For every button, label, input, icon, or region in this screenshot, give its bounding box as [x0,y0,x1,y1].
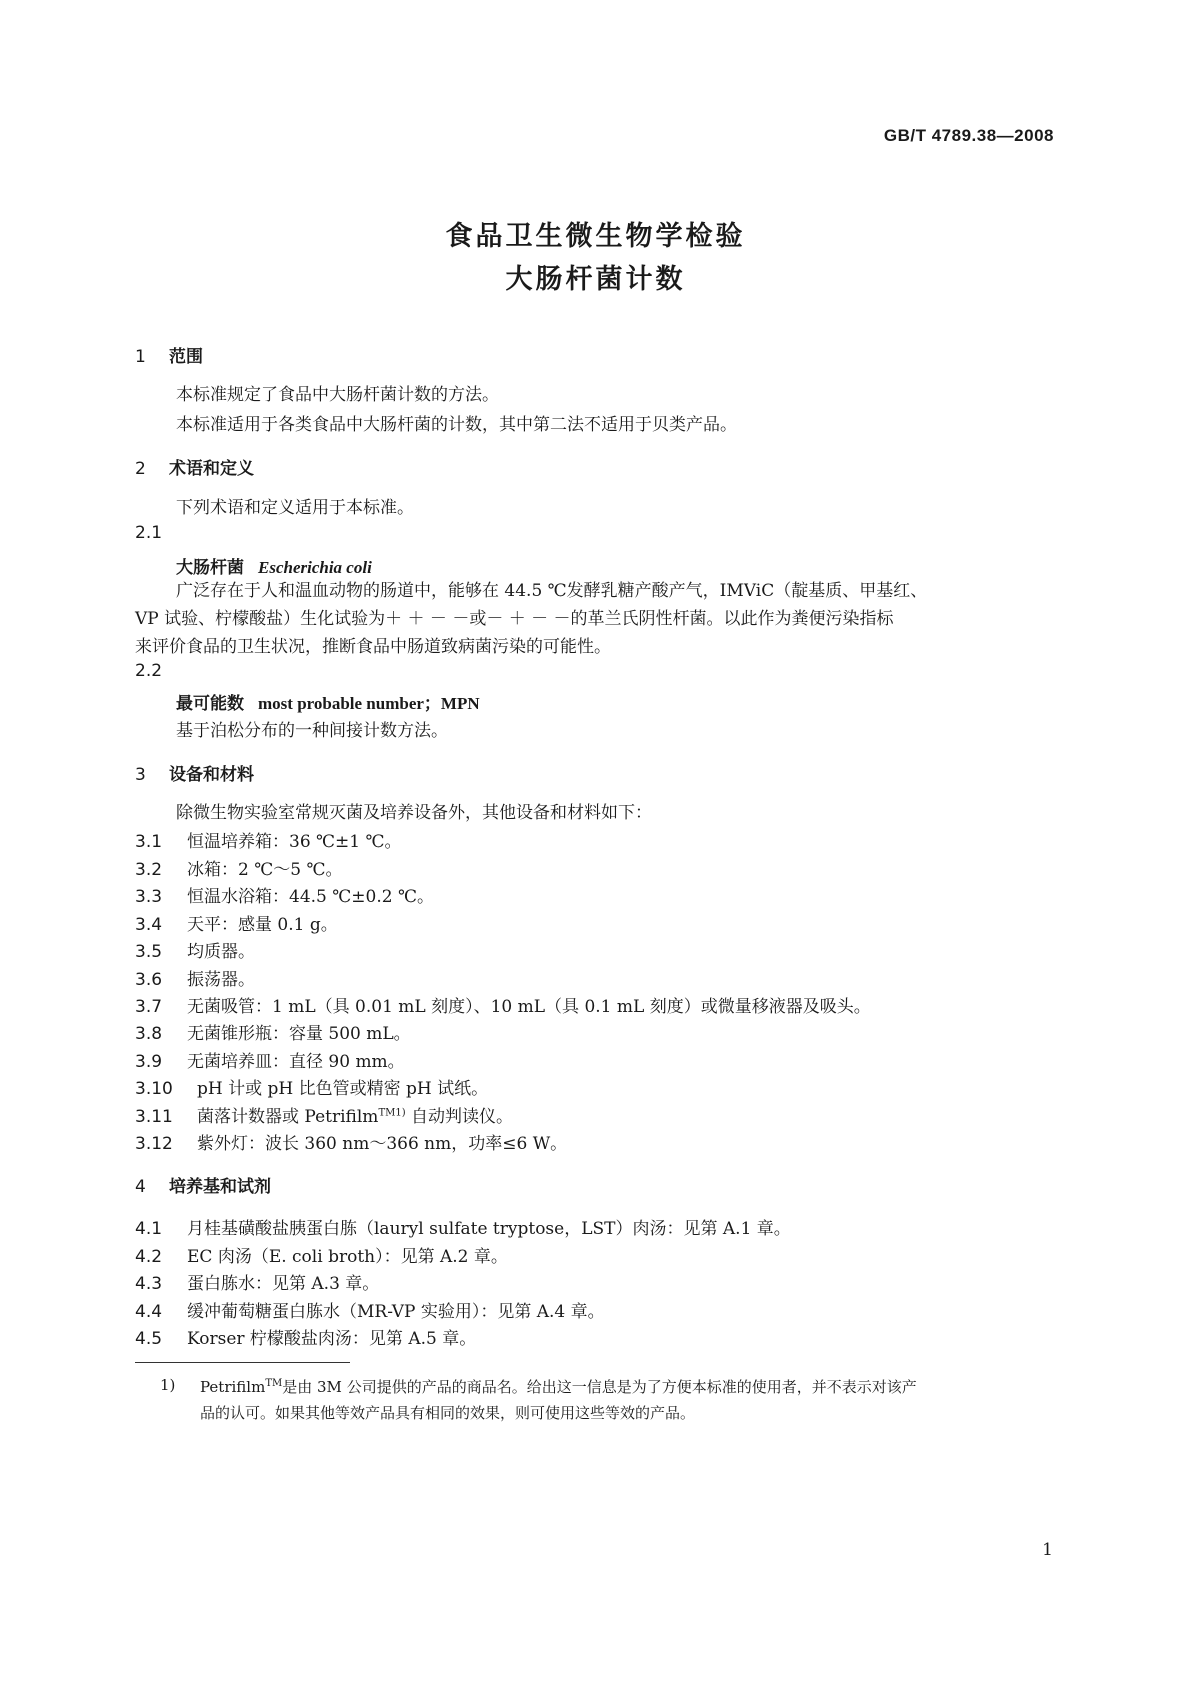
list-item [135,910,338,935]
item-text: 无菌吸管：1 mL（具 0.01 mL 刻度）、10 mL（具 0.1 mL 刻度）或微量移液器及吸头。 [187,997,871,1017]
item-number: 3.9 [135,1052,163,1072]
item-number: 3.10 [135,1079,173,1099]
item-text: 缓冲葡萄糖蛋白胨水（MR-VP 实验用）：见第 A.4 章。 [187,1302,605,1322]
item-number: 3.2 [135,860,163,880]
list-item [135,1269,379,1294]
item-number: 3.11 [135,1107,173,1127]
list-item [135,992,871,1017]
term-2-1-number: 2.1 [135,523,163,543]
section-3-number: 3 [135,765,146,785]
footnote-line-2: 品的认可。如果其他等效产品具有相同的效果，则可使用这些等效的产品。 [200,1404,696,1422]
item-number: 4.2 [135,1247,163,1267]
section-2-heading [135,454,254,479]
item-number: 3.8 [135,1024,163,1044]
footnote-marker: 1) [160,1376,176,1394]
item-text: 冰箱：2 ℃～5 ℃。 [187,860,343,880]
section-3-intro: 除微生物实验室常规灭菌及培养设备外，其他设备和材料如下： [176,803,652,823]
list-item [135,1324,476,1349]
section-2-title: 术语和定义 [169,459,254,479]
section-3-title: 设备和材料 [169,765,254,785]
list-item [135,827,402,852]
list-item [135,1019,411,1044]
section-4-heading [135,1172,271,1197]
section-3-heading [135,760,254,785]
section-2-number: 2 [135,459,146,479]
item-number: 3.6 [135,970,163,990]
term-2-1-definition-line-2: VP 试验、柠檬酸盐）生化试验为＋ ＋ － －或－ ＋ － －的革兰氏阴性杆菌。以此作为粪便污染指标 [135,609,894,629]
section-2-intro: 下列术语和定义适用于本标准。 [176,498,414,518]
item-text: 恒温培养箱：36 ℃±1 ℃。 [187,832,402,852]
list-item [135,1047,405,1072]
section-1-paragraph-1: 本标准规定了食品中大肠杆菌计数的方法。 [176,385,499,405]
item-number: 4.1 [135,1219,163,1239]
section-1-number: 1 [135,347,146,367]
term-2-2-chinese: 最可能数 [176,694,244,714]
item-number: 3.5 [135,942,163,962]
page-title-line1: 食品卫生微生物学检验 [445,221,746,252]
list-item [135,937,255,962]
term-2-2-definition: 基于泊松分布的一种间接计数方法。 [176,721,448,741]
footnote-reference: TM1) [378,1107,406,1119]
list-item [135,1214,791,1239]
section-1-heading [135,342,203,367]
item-text: pH 计或 pH 比色管或精密 pH 试纸。 [197,1079,489,1099]
section-4-title: 培养基和试剂 [169,1177,271,1197]
footnote-text-1: 是由 3M 公司提供的产品的商品名。给出这一信息是为了方便本标准的使用者，并不表示对该产 [282,1378,917,1396]
list-item [135,855,342,880]
item-number: 3.4 [135,915,163,935]
item-text: 恒温水浴箱：44.5 ℃±0.2 ℃。 [187,887,434,907]
item-text: 无菌锥形瓶：容量 500 mL。 [187,1024,411,1044]
term-2-1-chinese: 大肠杆菌 [176,558,244,578]
item-text: 紫外灯：波长 360 nm～366 nm，功率≤6 W。 [197,1134,568,1154]
list-item [135,965,255,990]
section-1-title: 范围 [169,347,203,367]
term-2-2-number: 2.2 [135,661,163,681]
item-number: 3.7 [135,997,163,1017]
section-1-paragraph-2: 本标准适用于各类食品中大肠杆菌的计数，其中第二法不适用于贝类产品。 [176,415,737,435]
list-item [135,1297,605,1322]
item-text: 振荡器。 [187,970,255,990]
standard-number: GB/T 4789.38—2008 [883,126,1054,145]
item-number: 3.12 [135,1134,173,1154]
item-number: 3.3 [135,887,163,907]
term-2-1 [176,553,372,578]
item-text-cont: 自动判读仪。 [405,1107,514,1127]
footnote-divider [135,1362,350,1363]
item-text: 无菌培养皿：直径 90 mm。 [187,1052,405,1072]
section-4-number: 4 [135,1177,146,1197]
item-number: 4.4 [135,1302,163,1322]
item-number: 4.5 [135,1329,163,1349]
item-number: 3.1 [135,832,163,852]
list-item [135,1074,488,1099]
list-item [135,1102,513,1127]
item-text: 蛋白胨水：见第 A.3 章。 [187,1274,380,1294]
item-text: 月桂基磺酸盐胰蛋白胨（lauryl sulfate tryptose，LST）肉汤：见第 A.1 章。 [187,1219,791,1239]
footnote-brand: Petrifilm [200,1378,266,1396]
term-2-1-definition-line-3: 来评价食品的卫生状况，推断食品中肠道致病菌污染的可能性。 [135,637,611,657]
list-item [135,1242,508,1267]
term-2-1-definition-line-1: 广泛存在于人和温血动物的肠道中，能够在 44.5 ℃发酵乳糖产酸产气，IMViC（靛基质、甲基红、 [176,581,928,601]
item-number: 4.3 [135,1274,163,1294]
term-2-1-english: Escherichia coli [258,558,372,577]
term-2-2-english: most probable number；MPN [258,694,480,713]
page-number: 1 [1042,1540,1053,1560]
item-text: EC 肉汤（E. coli broth）：见第 A.2 章。 [187,1247,508,1267]
footnote-line-1 [200,1376,917,1397]
item-text: Korser 柠檬酸盐肉汤：见第 A.5 章。 [187,1329,477,1349]
footnote-trademark: TM [265,1378,283,1389]
item-text: 天平：感量 0.1 g。 [187,915,338,935]
list-item [135,882,434,907]
item-text: 均质器。 [187,942,255,962]
list-item [135,1129,567,1154]
term-2-2 [176,689,480,714]
page-title-line2: 大肠杆菌计数 [505,264,686,295]
item-text: 菌落计数器或 Petrifilm [197,1107,379,1127]
